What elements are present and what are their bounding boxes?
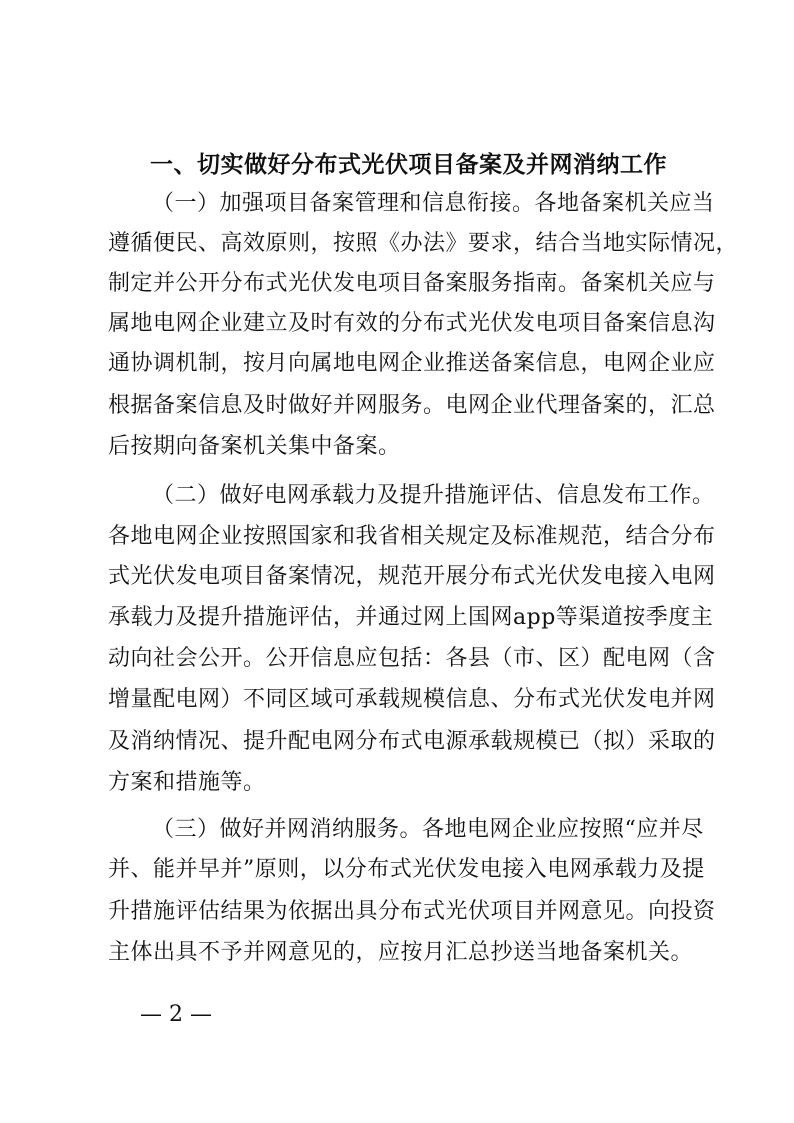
paragraph-1-line-6: 根据备案信息及时做好并网服务。电网企业代理备案的，汇总: [108, 393, 716, 418]
paragraph-2-line-2: 各地电网企业按照国家和我省相关规定及标准规范，结合分布: [108, 524, 716, 549]
paragraph-1-line-7: 后按期向备案机关集中备案。: [108, 434, 401, 459]
section-heading: 一、切实做好分布式光伏项目备案及并网消纳工作: [150, 152, 667, 178]
paragraph-1-line-3: 制定并公开分布式光伏发电项目备案服务指南。备案机关应与: [108, 271, 716, 296]
paragraph-1-line-5: 通协调机制，按月向属地电网企业推送备案信息，电网企业应: [108, 351, 716, 376]
paragraph-2-line-8: 方案和措施等。: [108, 770, 266, 795]
paragraph-2-line-5: 动向社会公开。公开信息应包括：各县（市、区）配电网（含: [108, 646, 716, 671]
paragraph-3-line-1: （三）做好并网消纳服务。各地电网企业应按照“应并尽: [152, 817, 704, 842]
paragraph-3-line-4: 主体出具不予并网意见的，应按月汇总抄送当地备案机关。: [108, 940, 694, 965]
paragraph-2-line-7: 及消纳情况、提升配电网分布式电源承载规模已（拟）采取的: [108, 729, 716, 754]
page-number: — 2 —: [140, 1002, 212, 1027]
paragraph-2-line-1: （二）做好电网承载力及提升措施评估、信息发布工作。: [152, 483, 715, 508]
paragraph-1-line-4: 属地电网企业建立及时有效的分布式光伏发电项目备案信息沟: [108, 311, 716, 336]
paragraph-1-line-2: 遵循便民、高效原则，按照《办法》要求，结合当地实际情况，: [108, 231, 739, 256]
paragraph-2-line-4: 承载力及提升措施评估，并通过网上国网app等渠道按季度主: [108, 605, 714, 630]
paragraph-1-line-1: （一）加强项目备案管理和信息衔接。各地备案机关应当: [152, 191, 715, 216]
paragraph-2-line-3: 式光伏发电项目备案情况，规范开展分布式光伏发电接入电网: [108, 564, 716, 589]
paragraph-3-line-2: 并、能并早并”原则，以分布式光伏发电接入电网承载力及提: [108, 857, 705, 882]
paragraph-3-line-3: 升措施评估结果为依据出具分布式光伏项目并网意见。向投资: [108, 899, 716, 924]
paragraph-2-line-6: 增量配电网）不同区域可承载规模信息、分布式光伏发电并网: [108, 687, 716, 712]
